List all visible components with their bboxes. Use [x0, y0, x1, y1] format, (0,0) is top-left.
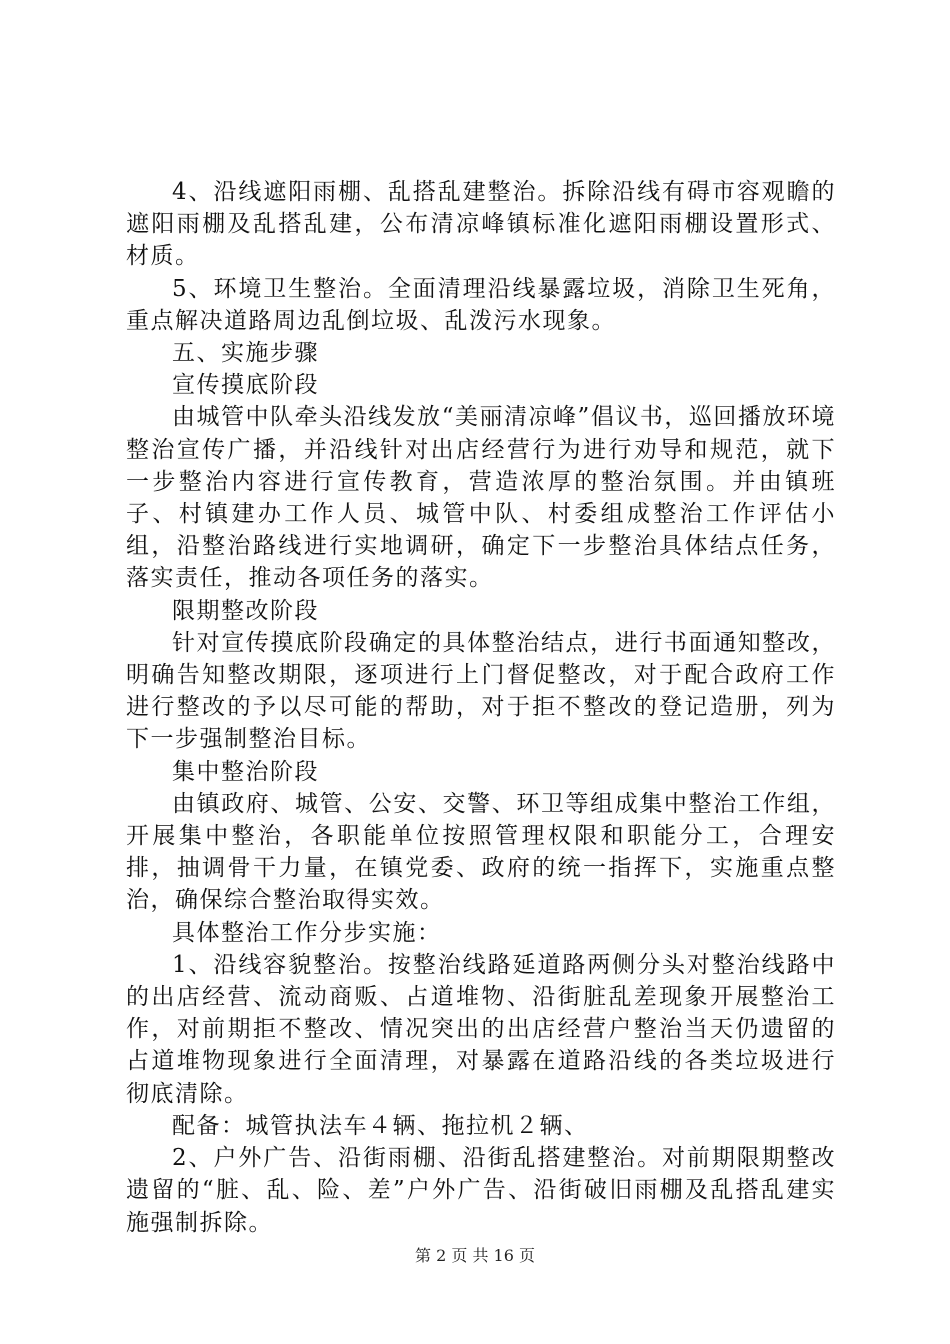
paragraph-item-5: 5、环境卫生整治。全面清理沿线暴露垃圾，消除卫生死角，重点解决道路周边乱倒垃圾、乱泼污水现象。 — [126, 275, 836, 334]
paragraph-step-2: 2、户外广告、沿街雨棚、沿街乱搭建整治。对前期限期整改遗留的“脏、乱、险、差”户外广告、沿街破旧雨棚及乱搭乱建实施强制拆除。 — [126, 1145, 836, 1236]
heading-step-by-step: 具体整治工作分步实施： — [172, 919, 442, 946]
paragraph-deadline-rectification: 针对宣传摸底阶段确定的具体整治结点，进行书面通知整改，明确告知整改期限，逐项进行上门督促整改，对于配合政府工作进行整改的予以尽可能的帮助，对于拒不整改的登记造册，列为下一步强制整治目标。 — [126, 629, 836, 753]
stage-heading-centralized-rectification: 集中整治阶段 — [172, 758, 319, 785]
paragraph-publicity-stage: 由城管中队牵头沿线发放“美丽清凉峰”倡议书，巡回播放环境整治宣传广播，并沿线针对出店经营行为进行劝导和规范，就下一步整治内容进行宣传教育，营造浓厚的整治氛围。并由镇班子、村镇建办工作人员、城管中队、村委组成整治工作评估小组，沿整治路线进行实地调研，确定下一步整治具体结点任务，落实责任，推动各项任务的落实。 — [126, 404, 836, 592]
section-heading-implementation-steps: 五、实施步骤 — [172, 340, 319, 367]
equipment-line: 配备：城管执法车４辆、拖拉机２辆、 — [172, 1112, 589, 1139]
paragraph-centralized-rectification: 由镇政府、城管、公安、交警、环卫等组成集中整治工作组，开展集中整治，各职能单位按照管理权限和职能分工，合理安排，抽调骨干力量，在镇党委、政府的统一指挥下，实施重点整治，确保综合整治取得实效。 — [126, 790, 836, 914]
stage-heading-publicity: 宣传摸底阶段 — [172, 372, 319, 399]
stage-heading-deadline-rectification: 限期整改阶段 — [172, 597, 319, 624]
page-footer: 第 2 页 共 16 页 — [415, 1246, 535, 1265]
document-body — [126, 176, 836, 1239]
paragraph-step-1: 1、沿线容貌整治。按整治线路延道路两侧分头对整治线路中的出店经营、流动商贩、占道堆物、沿街脏乱差现象开展整治工作，对前期拒不整改、情况突出的出店经营户整治当天仍遗留的占道堆物现象进行全面清理，对暴露在道路沿线的各类垃圾进行彻底清除。 — [126, 951, 836, 1107]
paragraph-item-4: 4、沿线遮阳雨棚、乱搭乱建整治。拆除沿线有碍市容观瞻的遮阳雨棚及乱搭乱建，公布清凉峰镇标准化遮阳雨棚设置形式、材质。 — [126, 179, 836, 270]
